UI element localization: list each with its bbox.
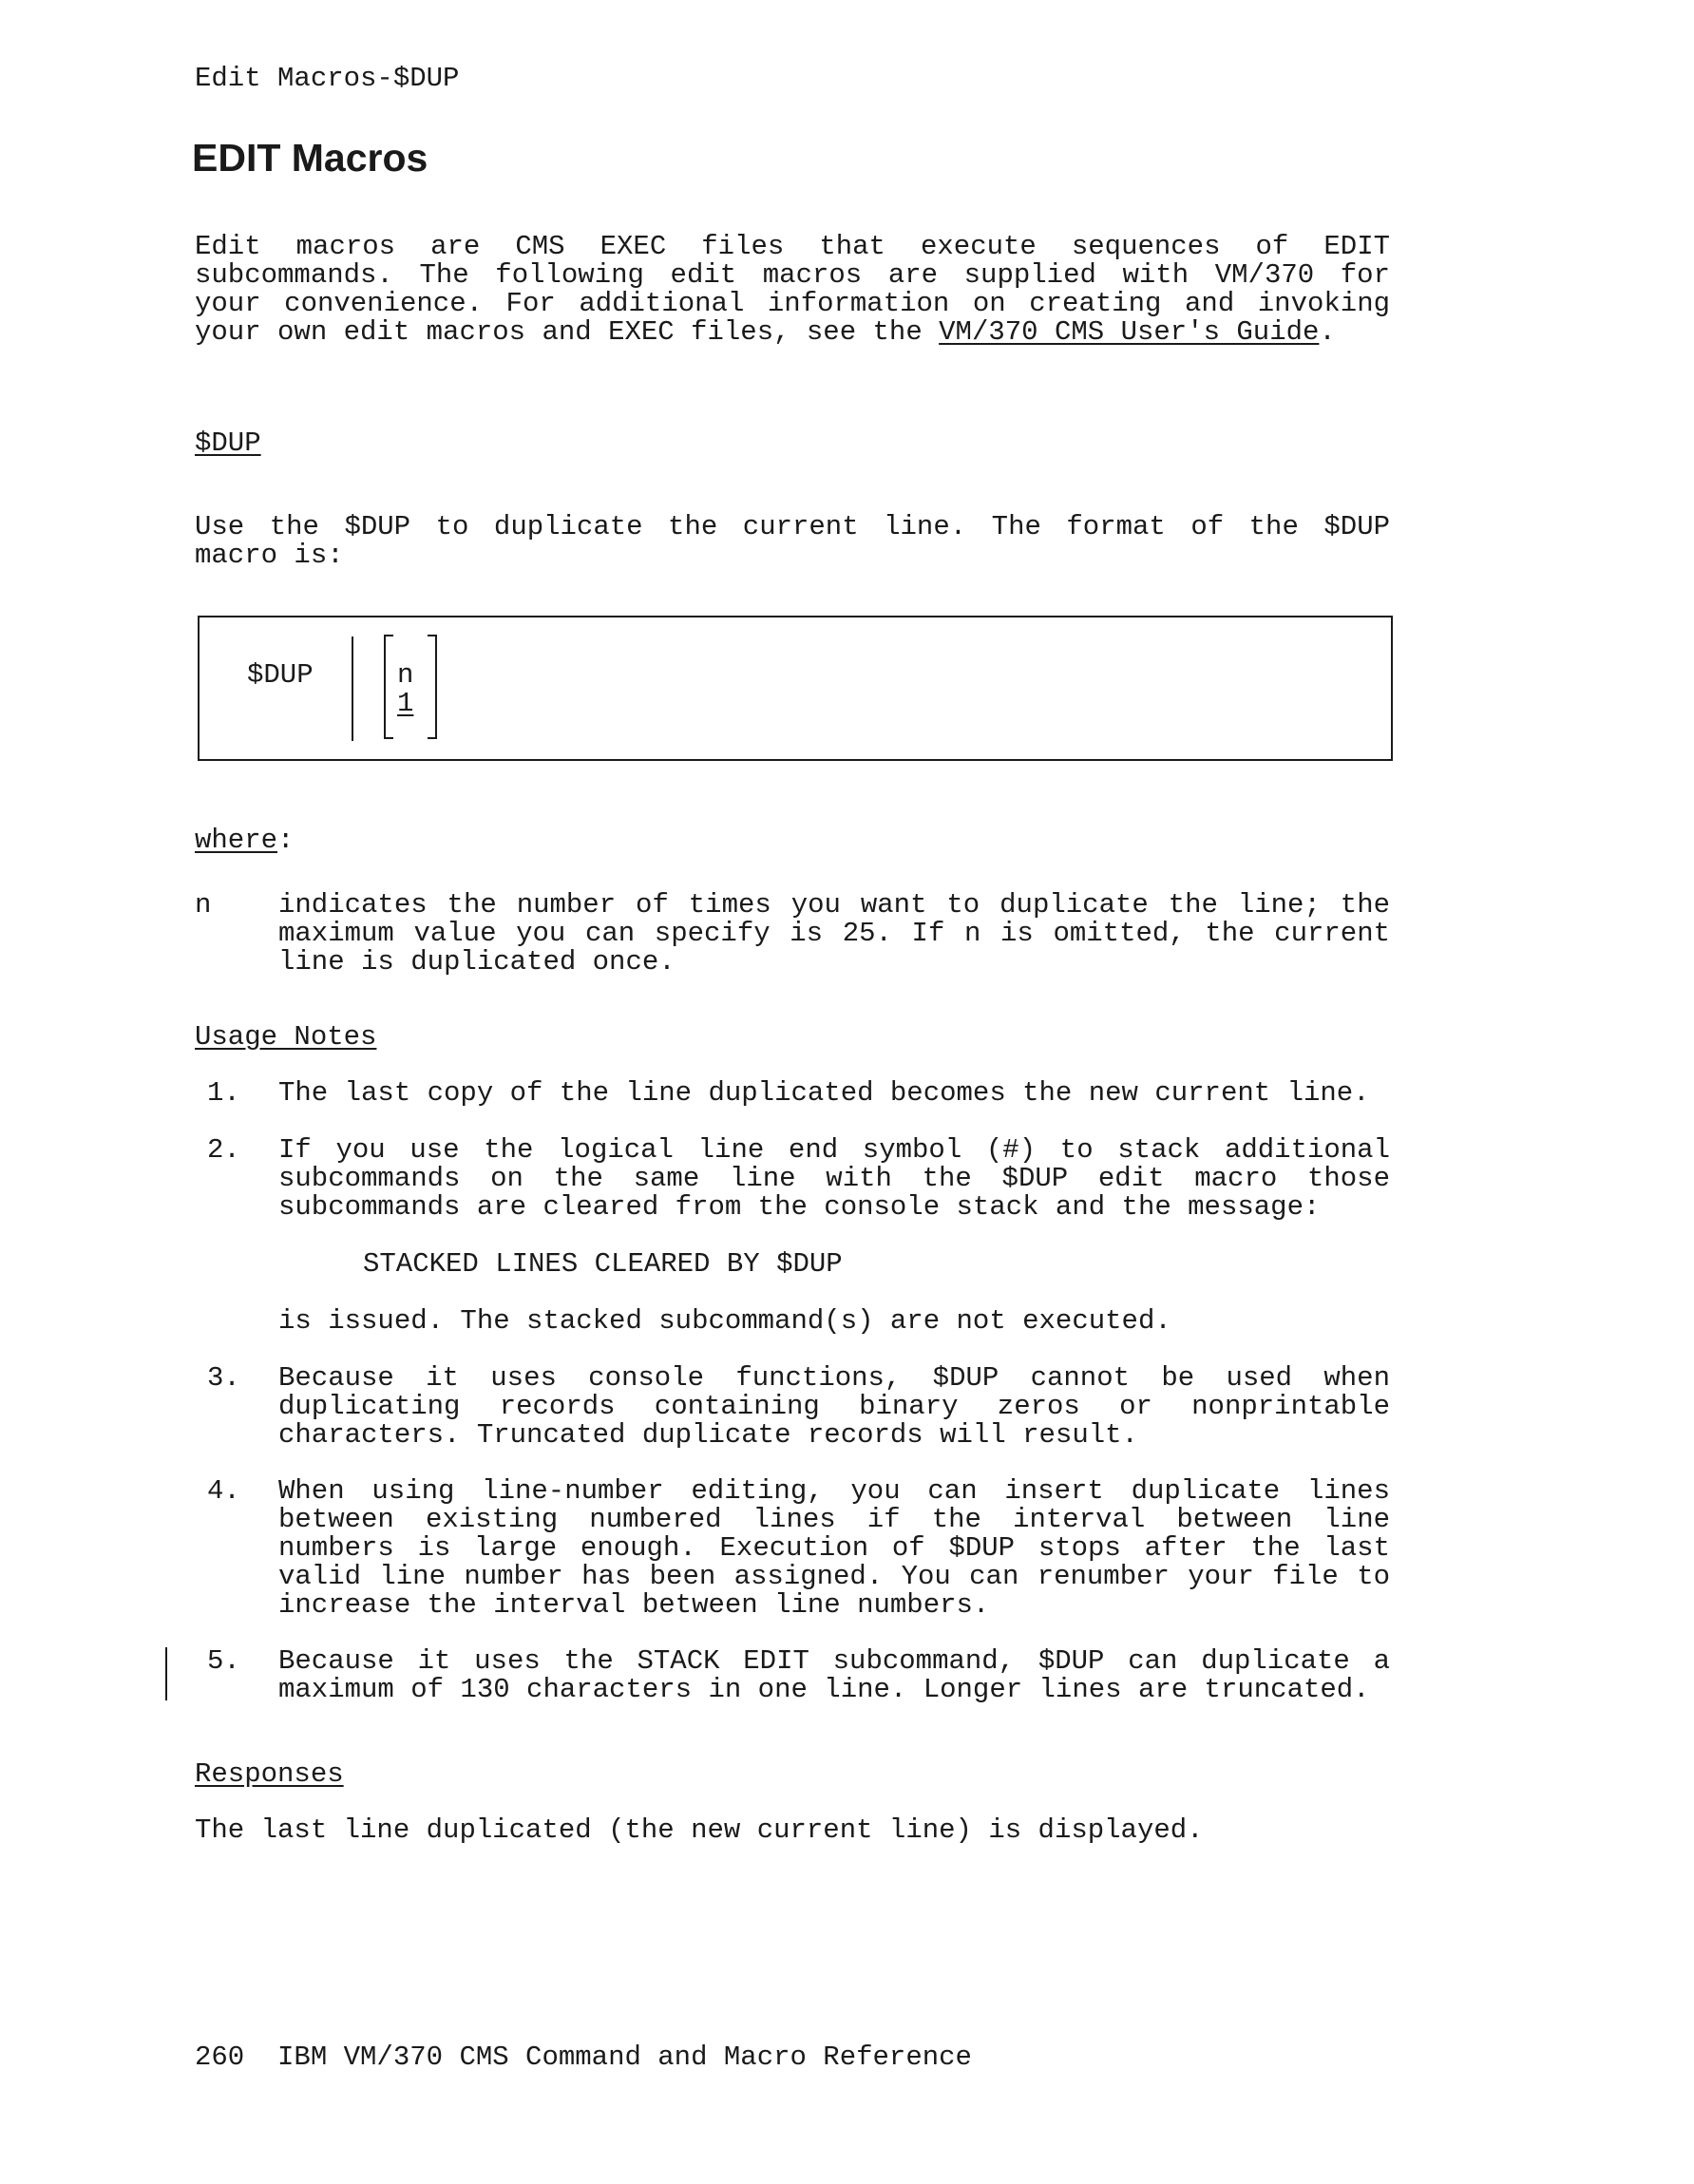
revision-bar: [165, 1647, 167, 1700]
where-label: where:: [195, 825, 295, 856]
syntax-box: [198, 616, 1393, 761]
note-body: When using line-number editing, you can insert duplicate lines between existing numbered lines if the interval between line numbers is large enough. Execution of $DUP stops after the last valid line number has been assigned. You can renumber your file to increase the interval between line numbers.: [278, 1475, 1390, 1621]
intro-last-prefix: your own edit macros and EXEC files, see the: [195, 316, 940, 348]
book-title-link: VM/370 CMS User's Guide: [939, 316, 1320, 348]
intro-line: Edit macros are CMS EXEC files that execute sequences of EDIT: [195, 231, 1390, 262]
dup-intro-line: macro is:: [195, 540, 344, 571]
intro-line: subcommands. The following edit macros are supplied with VM/370 for: [195, 259, 1390, 291]
note-number: 5.: [207, 1645, 240, 1677]
syntax-separator: [352, 636, 353, 741]
syntax-default: 1: [397, 688, 414, 719]
page-footer: 260 IBM VM/370 CMS Command and Macro Reference: [195, 2042, 972, 2073]
note-number: 3.: [207, 1362, 240, 1394]
responses-heading: Responses: [195, 1758, 344, 1790]
intro-line: [195, 318, 1390, 347]
page-title: EDIT Macros: [192, 136, 428, 180]
dup-intro: [195, 513, 1390, 570]
intro-paragraph: [195, 233, 1390, 347]
note-body: Because it uses console functions, $DUP cannot be used when duplicating records containing binary zeros or nonprintable characters. Truncated duplicate records will result.: [278, 1362, 1390, 1451]
note-body: The last copy of the line duplicated becomes the new current line.: [278, 1077, 1370, 1109]
dup-heading: $DUP: [195, 427, 261, 459]
note-body: Because it uses the STACK EDIT subcommand, $DUP can duplicate a maximum of 130 characters in one line. Longer lines are truncated.: [278, 1645, 1390, 1705]
note-continuation: is issued. The stacked subcommand(s) are not executed.: [278, 1305, 1171, 1337]
note-number: 1.: [207, 1077, 240, 1109]
note-body: If you use the logical line end symbol (#) to stack additional subcommands on the same line with the $DUP edit macro those subcommands are cleared from the console stack and the message:: [278, 1134, 1390, 1223]
operand-term: n: [195, 889, 212, 921]
usage-notes-heading: Usage Notes: [195, 1021, 377, 1053]
stacked-lines-message: STACKED LINES CLEARED BY $DUP: [363, 1248, 843, 1280]
optional-operand-bracket: [384, 635, 437, 739]
responses-text: The last line duplicated (the new current line) is displayed.: [195, 1814, 1204, 1846]
intro-last-suffix: .: [1319, 316, 1336, 348]
operand-description: indicates the number of times you want to duplicate the line; the maximum value you can specify is 25. If n is omitted, the current line is duplicated once.: [278, 889, 1390, 978]
running-head: Edit Macros-$DUP: [195, 63, 460, 94]
syntax-operand: n: [397, 659, 414, 691]
intro-line: your convenience. For additional information on creating and invoking: [195, 288, 1390, 319]
syntax-command: $DUP: [247, 659, 314, 691]
note-number: 2.: [207, 1134, 240, 1166]
dup-intro-line: Use the $DUP to duplicate the current line. The format of the $DUP: [195, 511, 1390, 542]
note-number: 4.: [207, 1475, 240, 1507]
